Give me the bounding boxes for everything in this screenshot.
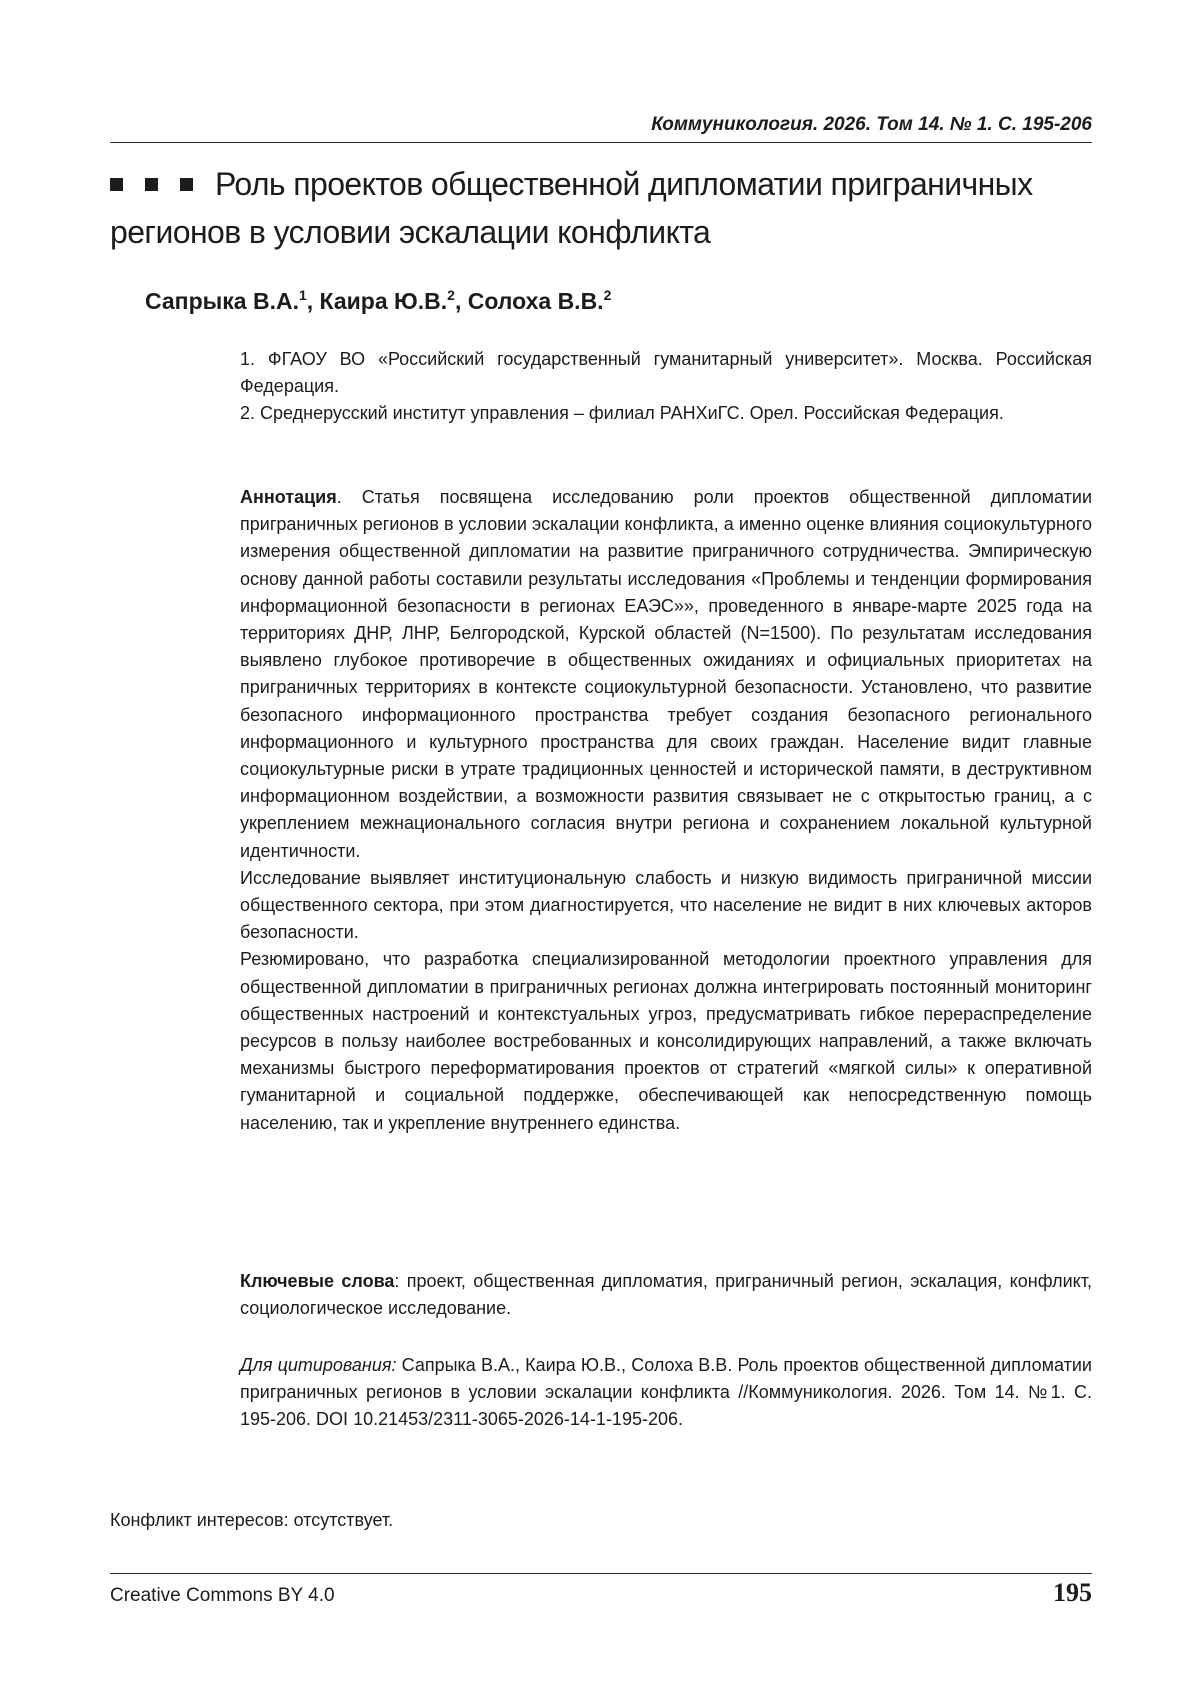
abstract-paragraph: Исследование выявляет институциональную слабость и низкую видимость приграничной миссии общественного сектора, при этом диагностируется, что население не видит в них ключевых акторов безопасности. [240,867,1092,943]
running-head: Коммуникология. 2026. Том 14. № 1. С. 195-206 [651,114,1092,135]
author-name: Солоха В.В. [467,288,604,314]
affiliation-item: 2. Среднерусский институт управления – филиал РАНХиГС. Орел. Российская Федерация. [240,403,1004,424]
page-number: 195 [1053,1578,1092,1607]
keywords [240,1268,1092,1322]
affiliations [240,346,1092,428]
author-list: Сапрыка В.А.$^1$, Каира Ю.В.$^2$, Солоха В.В.$^2$ [145,287,612,314]
title-square-icon [180,178,193,191]
author-name: Каира Ю.В. [319,288,448,314]
abstract-paragraph: Резюмировано, что разработка специализированной методологии проектного управления для общественной дипломатии в приграничных регионах должна интегрировать постоянный мониторинг общественных настроений и контекстуальных угроз, предусматривать гибкое перераспределение ресурсов в пользу наиболее востребованных и консолидирующих направлений, а также включать механизмы быстрого переформатирования проектов от стратегий «мягкой силы» к оперативной гуманитарной и социальной поддержке, обеспечивающей как непосредственную помощь населению, так и укрепление внутреннего единства. [240,949,1092,1133]
author-affiliation-mark: 2 [447,287,455,303]
citation-text: Сапрыка В.А., Каира Ю.В., Солоха В.В. Роль проектов общественной дипломатии приграничных регионов в условии эскалации конфликта //Коммуникология. 2026. Том 14. №1. С. 195-206. DOI 10.21453/2311-3065-2026-14-1-195-206. [240,1355,1092,1430]
abstract [240,484,1092,1137]
title-square-icon [145,178,158,191]
author-name: Сапрыка В.А. [145,288,299,314]
author-affiliation-mark: 2 [603,287,612,303]
affiliation-item: 1. ФГАОУ ВО «Российский государственный гуманитарный университет». Москва. Российская Федерация. [240,349,1092,397]
footer-rule [110,1573,1092,1574]
license: Creative Commons BY 4.0 [110,1585,335,1606]
keywords-label: Ключевые слова [240,1271,395,1291]
abstract-label: Аннотация [240,487,337,507]
author-affiliation-mark: 1 [298,287,307,303]
article-title: Роль проектов общественной дипломатии приграничных регионов в условии эскалации конфликта [110,166,1033,250]
title-square-icon [110,178,123,191]
article-title-block [110,160,1100,256]
abstract-text: . Статья посвящена исследованию роли проектов общественной дипломатии приграничных регионов в условии эскалации конфликта, а именно оценке влияния социокультурного измерения общественной дипломатии на развитие приграничного сотрудничества. Эмпирическую основу данной работы составили результаты исследования «Проблемы и тенденции формирования информационной безопасности в регионах ЕАЭС»», проведенного в январе-марте 2025 года на территориях ДНР, ЛНР, Белгородской, Курской областей (N=1500). По результатам исследования выявлено глубокое противоречие в общественных ожиданиях и официальных приоритетах на приграничных территориях в контексте социокультурной безопасности. Установлено, что развитие безопасного информационного пространства требует создания безопасного регионального информационного и культурного пространства для своих граждан. Население видит главные социокультурные риски в утрате традиционных ценностей и исторической памяти, в деструктивном информационном воздействии, а возможности развития связывает не с открытостью границ, а с укреплением межнационального согласия внутри региона и сохранением локальной культурной идентичности. [240,487,1092,861]
keywords-text: : проект, общественная дипломатия, приграничный регион, эскалация, конфликт, социологическое исследование. [240,1271,1092,1319]
header-rule [110,142,1092,143]
abstract-paragraph [240,484,1092,865]
citation [240,1352,1092,1434]
conflict-of-interest: Конфликт интересов: отсутствует. [110,1510,394,1530]
citation-label: Для цитирования: [240,1355,397,1375]
